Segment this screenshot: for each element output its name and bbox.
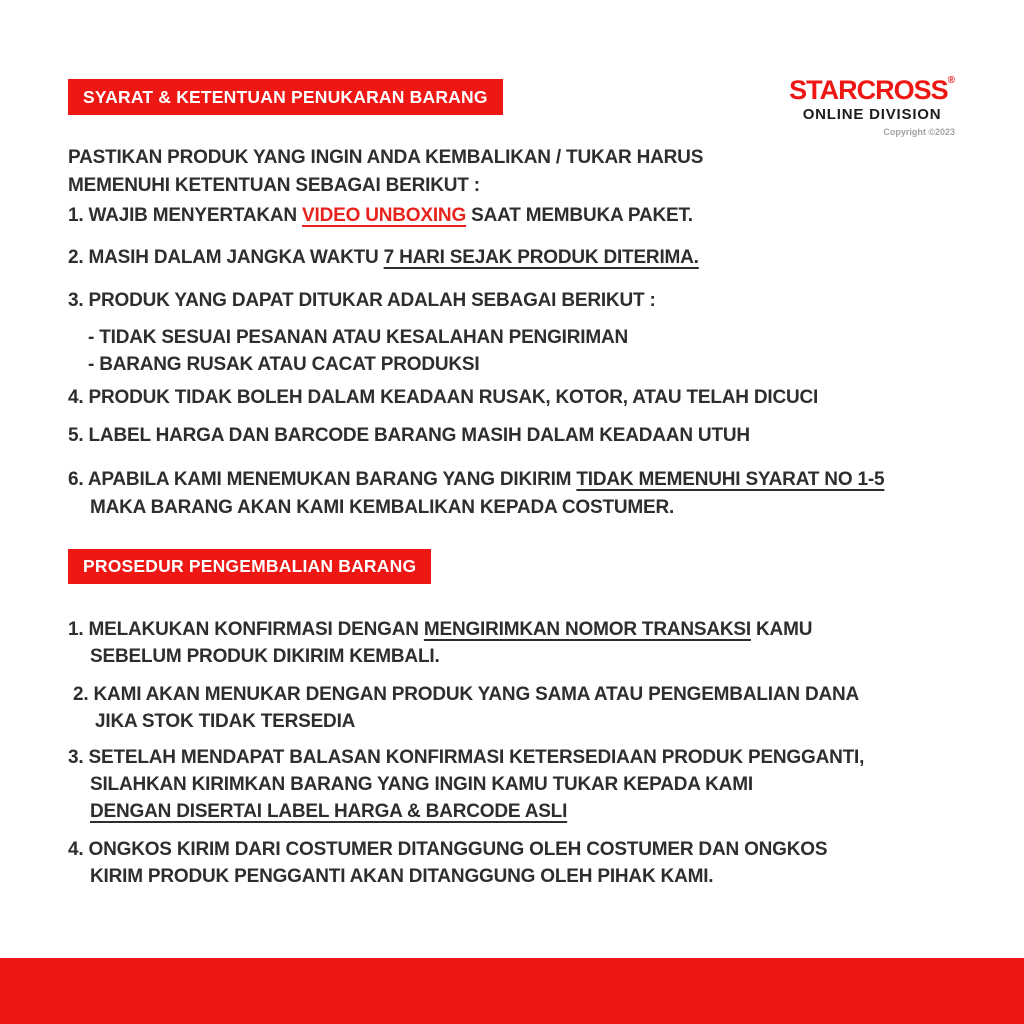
s2-item-3-underline: DENGAN DISERTAI LABEL HARGA & BARCODE ASLI — [90, 801, 568, 822]
s1-item-1 — [68, 202, 948, 229]
s1-item-5-text: 5. LABEL HARGA DAN BARCODE BARANG MASIH DALAM KEADAAN UTUH — [68, 425, 750, 446]
s1-item-3-sub-1: - TIDAK SESUAI PESANAN ATAU KESALAHAN PENGIRIMAN — [88, 327, 629, 348]
intro-line-2: MEMENUHI KETENTUAN SEBAGAI BERIKUT : — [68, 175, 480, 196]
s1-item-2-underline: 7 HARI SEJAK PRODUK DITERIMA. — [383, 247, 699, 268]
s2-item-2 — [73, 681, 953, 735]
s1-item-3-sub-2: - BARANG RUSAK ATAU CACAT PRODUKSI — [88, 354, 480, 375]
section2-title-badge — [68, 549, 431, 584]
section2-title: PROSEDUR PENGEMBALIAN BARANG — [83, 556, 417, 576]
s2-item-1-underline: MENGIRIMKAN NOMOR TRANSAKSI — [423, 619, 751, 640]
s1-item-6-line-2: MAKA BARANG AKAN KAMI KEMBALIKAN KEPADA COSTUMER. — [90, 497, 675, 518]
section1-title-badge — [68, 79, 503, 115]
s1-item-4 — [68, 384, 948, 411]
s1-item-6-underline: TIDAK MEMENUHI SYARAT NO 1-5 — [576, 469, 885, 490]
s2-item-4 — [68, 836, 948, 890]
brand-copyright: Copyright ©2023 — [883, 127, 955, 137]
intro-paragraph — [68, 144, 948, 200]
s1-item-3 — [68, 287, 948, 314]
brand-name — [789, 76, 955, 104]
s1-item-3-text: 3. PRODUK YANG DAPAT DITUKAR ADALAH SEBAGAI BERIKUT : — [68, 290, 656, 311]
s2-item-3-line-1: 3. SETELAH MENDAPAT BALASAN KONFIRMASI KETERSEDIAAN PRODUK PENGGANTI, — [68, 747, 865, 768]
registered-mark: ® — [947, 75, 955, 86]
brand-logo — [789, 76, 955, 137]
s1-item-2-text: 2. MASIH DALAM JANGKA WAKTU — [68, 247, 384, 268]
s2-item-2-line-2: JIKA STOK TIDAK TERSEDIA — [95, 711, 356, 732]
s2-item-4-line-2: KIRIM PRODUK PENGGANTI AKAN DITANGGUNG OLEH PIHAK KAMI. — [90, 866, 714, 887]
brand-subtitle: ONLINE DIVISION — [802, 106, 942, 123]
s1-item-4-text: 4. PRODUK TIDAK BOLEH DALAM KEADAAN RUSAK, KOTOR, ATAU TELAH DICUCI — [68, 387, 819, 408]
brand-name-text: STARCROSS — [789, 75, 948, 105]
s1-item-6 — [68, 466, 948, 522]
s2-item-2-line-1: 2. KAMI AKAN MENUKAR DENGAN PRODUK YANG SAMA ATAU PENGEMBALIAN DANA — [73, 684, 860, 705]
s1-item-1-tail: SAAT MEMBUKA PAKET. — [466, 205, 693, 226]
s2-item-1-text: 1. MELAKUKAN KONFIRMASI DENGAN — [68, 619, 424, 640]
section1-title: SYARAT & KETENTUAN PENUKARAN BARANG — [83, 87, 488, 107]
s2-item-3 — [68, 744, 948, 825]
s2-item-1-line-2: SEBELUM PRODUK DIKIRIM KEMBALI. — [90, 646, 440, 667]
s2-item-1 — [68, 616, 948, 670]
s1-item-1-text: 1. WAJIB MENYERTAKAN — [68, 205, 303, 226]
s1-item-5 — [68, 422, 948, 449]
s1-item-2 — [68, 244, 948, 271]
intro-line-1: PASTIKAN PRODUK YANG INGIN ANDA KEMBALIKAN / TUKAR HARUS — [68, 147, 704, 168]
s2-item-4-line-1: 4. ONGKOS KIRIM DARI COSTUMER DITANGGUNG OLEH COSTUMER DAN ONGKOS — [68, 839, 828, 860]
s1-item-6-text: 6. APABILA KAMI MENEMUKAN BARANG YANG DIKIRIM — [68, 469, 577, 490]
s1-item-3-sublist — [88, 324, 628, 378]
s2-item-1-tail: KAMU — [750, 619, 813, 640]
footer-red-bar — [0, 958, 1024, 1024]
video-unboxing-highlight: VIDEO UNBOXING — [302, 205, 467, 226]
s2-item-3-line-2: SILAHKAN KIRIMKAN BARANG YANG INGIN KAMU TUKAR KEPADA KAMI — [90, 774, 753, 795]
